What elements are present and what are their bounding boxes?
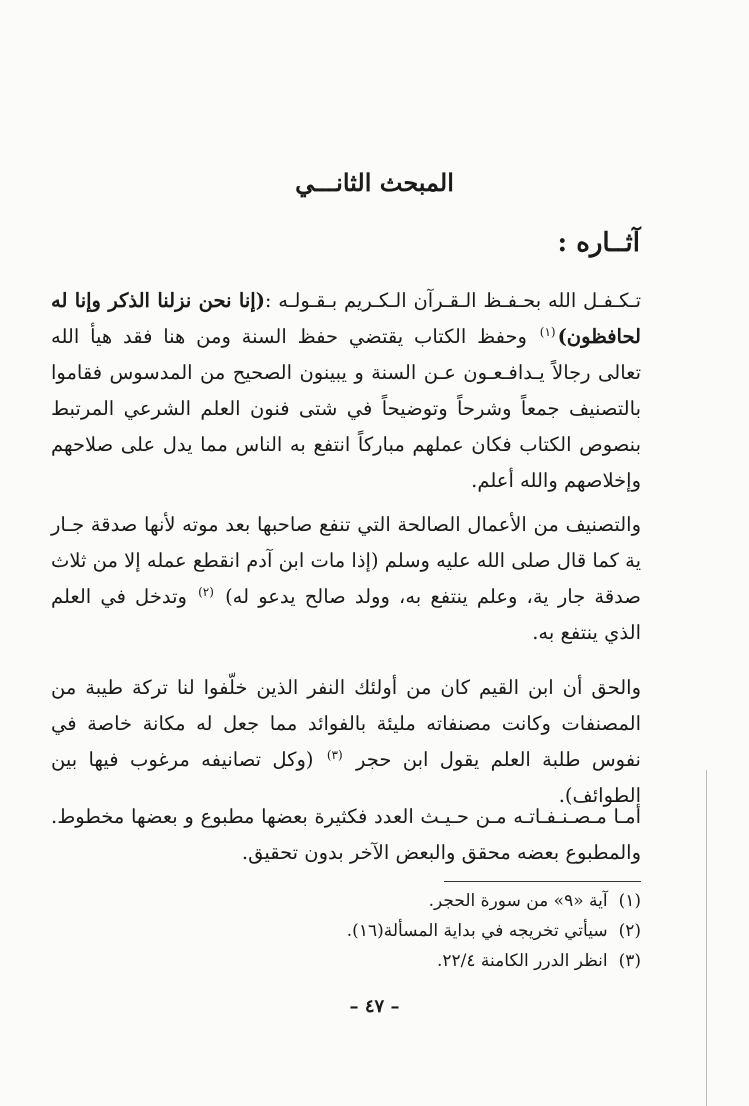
footnote-ref-3: (٣) [326,747,343,762]
footnote-divider [444,881,641,882]
footnote-item [121,916,641,946]
footnote-ref-2: (٢) [198,584,214,599]
quran-verse: (إنا نحن نزلنا الذكر وإنا له لحافظون) [51,289,641,348]
footnote-text: سيأتي تخريجه في بداية المسألة(١٦). [346,921,608,941]
paragraph-2 [51,507,641,651]
footnote-text: آية «٩» من سورة الحجر. [428,891,608,911]
footnote-number: (١) [618,891,641,911]
paragraph-2-body: والتصنيف من الأعمال الصالحة التي تنفع صاحبها بعد موته لأنها صدقة جـار ية كما قال صلى الله عليه وسلم (إذا مات ابن آدم انقطع عمله إلا من ثلاث صدقة جار ية، وعلم ينتفع به، وولد صالح يدعو له) [51,513,641,608]
footnote-ref-1: (١) [539,324,556,339]
chapter-title: المبحث الثانـــي [295,168,454,197]
page-edge-line [706,770,707,1106]
paragraph-3 [51,670,641,814]
paragraph-1-body: وحفظ الكتاب يقتضي حفظ السنة ومن هنا فقد هيأ الله تعالى رجالاً يـدافـعـون عـن السنة و يبينون الصحيح من المدسوس فقاموا بالتصنيف جمعاً وشرحاً وتوضيحاً في شتى فنون العلم الشرعي المرتبط بنصوص الكتاب فكان عملهم مباركاً انتفع به الناس مما يدل على صلاحهم وإخلاصهم والله أعلم. [51,325,641,492]
paragraph-3-quote: (وكل تصانيفه مرغوب فيها بين الطوائف). [51,748,641,807]
section-heading: آثــاره : [557,228,640,258]
footnotes-list [121,886,641,976]
footnote-item [121,886,641,916]
paragraph-1 [51,283,641,499]
page-number: – ٤٧ – [349,996,400,1017]
paragraph-4-body: أمـا مـصـنـفـاتـه مـن حـيـث العدد فكثيرة بعضها مطبوع و بعضها مخطوط. والمطبوع بعضه محقق والبعض الآخر بدون تحقيق. [51,805,641,864]
paragraph-4 [51,799,641,871]
paragraph-1-intro: تـكـفـل الله بحـفـظ الـقـرآن الـكـريم بـقـولـه : [264,289,641,312]
footnote-text: انظر الدرر الكامنة ٢٢/٤. [437,951,608,971]
footnote-number: (٣) [618,951,641,971]
paragraph-3-body: والحق أن ابن القيم كان من أولئك النفر الذين خلّفوا لنا تركة طيبة من المصنفات وكانت مصنفاته مليئة بالفوائد مما جعل له مكانة خاصة في نفوس طلبة العلم يقول ابن حجر [51,676,641,771]
footnote-number: (٢) [618,921,641,941]
paragraph-2-end: وتدخل في العلم الذي ينتفع به. [51,585,641,644]
footnote-item [121,946,641,976]
